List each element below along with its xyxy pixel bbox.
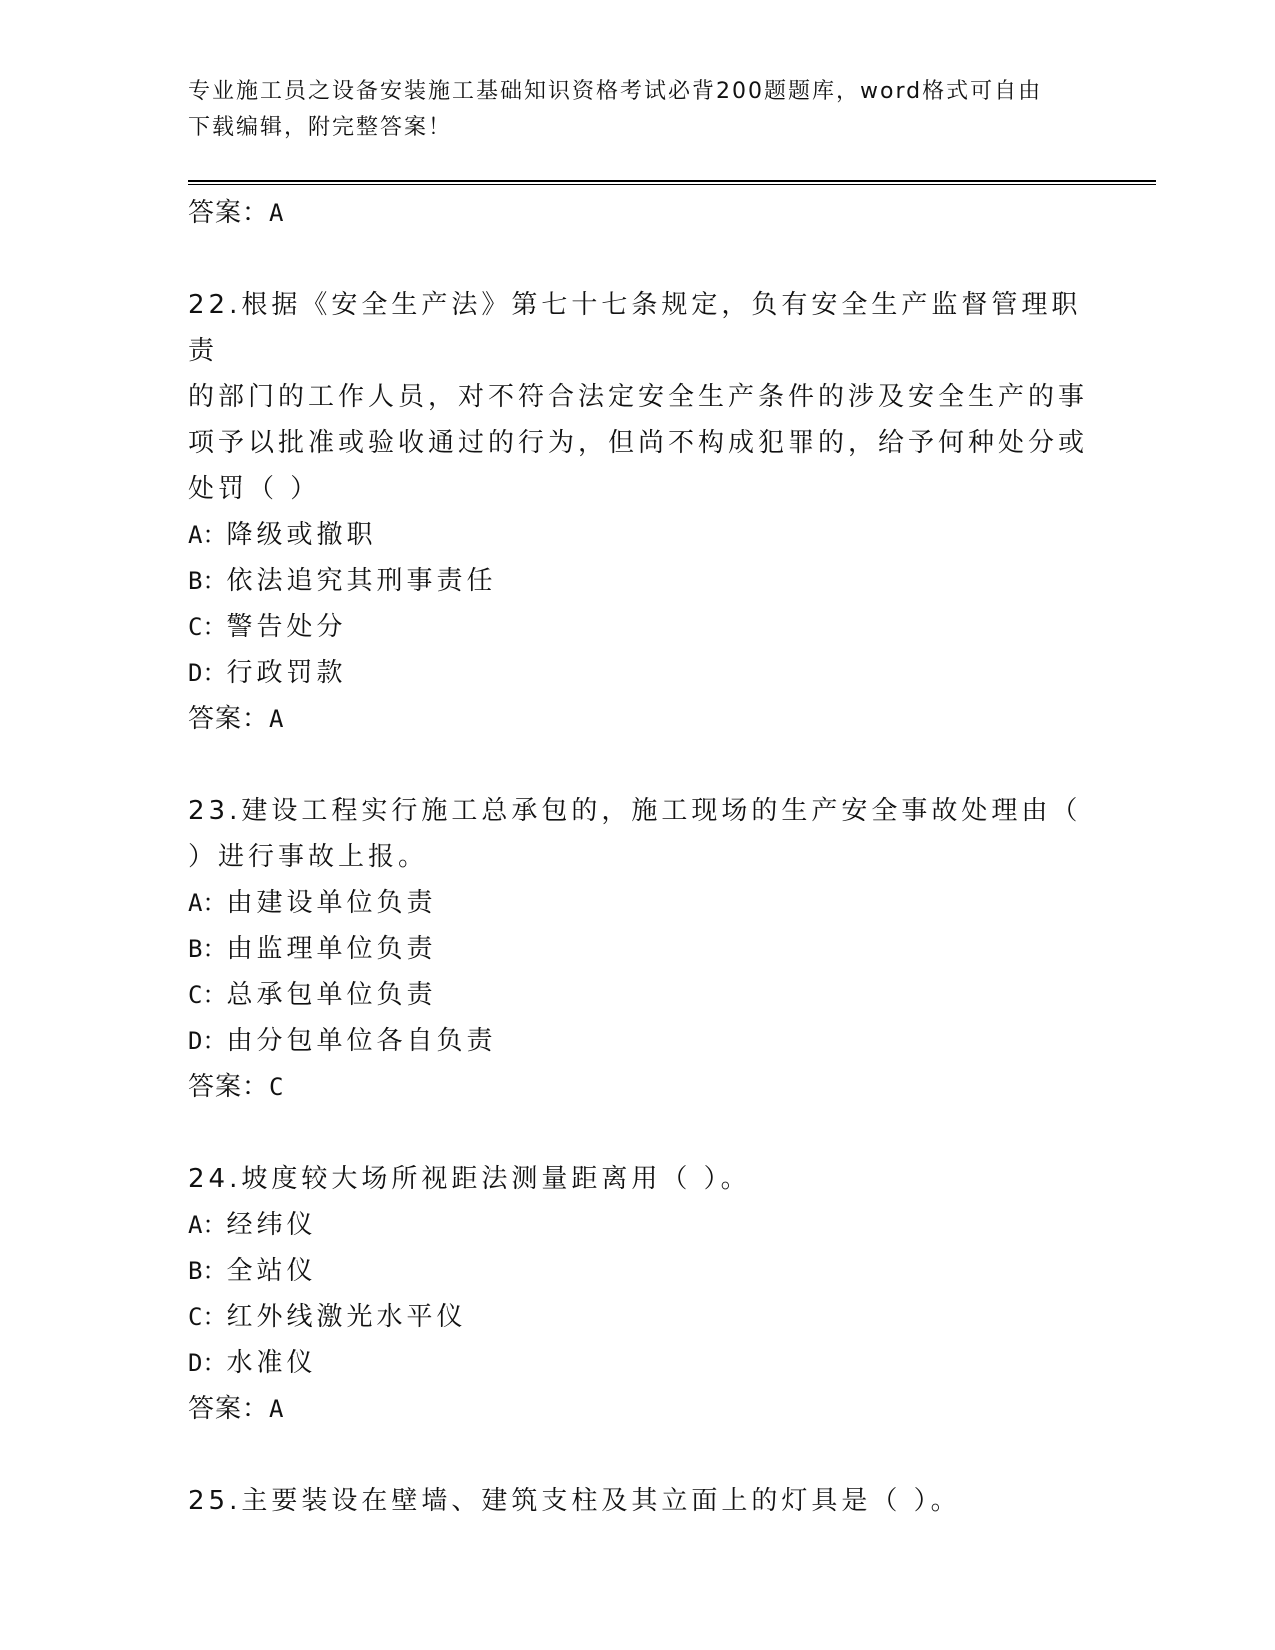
- option-text: 红外线激光水平仪: [226, 1302, 467, 1332]
- header-line-2: 下载编辑，附完整答案！: [188, 115, 453, 140]
- question-line: 25.主要装设在壁墙、建筑支柱及其立面上的灯具是（ ）。: [188, 1486, 961, 1516]
- option-key: B：: [188, 567, 227, 595]
- header-rule-thin: [188, 184, 1156, 185]
- option-d: [188, 650, 1088, 696]
- option-text: 经纬仪: [226, 1210, 317, 1240]
- option-text: 全站仪: [226, 1256, 317, 1286]
- option-text: 总承包单位负责: [226, 980, 437, 1010]
- document-body: [188, 190, 1088, 1524]
- answer-label: 答案：: [188, 198, 270, 228]
- question-line: 23.建设工程实行施工总承包的，施工现场的生产安全事故处理由（: [188, 796, 1082, 826]
- answer-line: [188, 1386, 1088, 1432]
- answer-label: 答案：: [188, 1394, 270, 1424]
- option-key: A：: [188, 1211, 227, 1239]
- option-text: 由建设单位负责: [226, 888, 437, 918]
- option-a: [188, 512, 1088, 558]
- answer-line: [188, 696, 1088, 742]
- option-d: [188, 1018, 1088, 1064]
- question-line: 24.坡度较大场所视距法测量距离用（ ）。: [188, 1164, 751, 1194]
- question-line: 的部门的工作人员，对不符合法定安全生产条件的涉及安全生产的事: [188, 382, 1089, 412]
- option-c: [188, 972, 1088, 1018]
- question-line: 处罚（ ）: [188, 474, 321, 504]
- option-text: 水准仪: [226, 1348, 317, 1378]
- option-a: [188, 880, 1088, 926]
- question-line: 22.根据《安全生产法》第七十七条规定，负有安全生产监督管理职责: [188, 290, 1082, 366]
- header-rule-thick: [188, 180, 1156, 182]
- option-text: 依法追究其刑事责任: [226, 566, 497, 596]
- option-text: 警告处分: [226, 612, 347, 642]
- option-key: C：: [188, 981, 227, 1009]
- question-line: ）进行事故上报。: [188, 842, 429, 872]
- option-text: 由分包单位各自负责: [226, 1026, 497, 1056]
- answer-value: A: [269, 1395, 285, 1423]
- option-key: B：: [188, 935, 227, 963]
- option-text: 由监理单位负责: [226, 934, 437, 964]
- option-key: B：: [188, 1257, 227, 1285]
- option-b: [188, 558, 1088, 604]
- header-line-1: 专业施工员之设备安装施工基础知识资格考试必背200题题库，word格式可自由: [188, 79, 1043, 104]
- option-text: 降级或撤职: [226, 520, 377, 550]
- answer-label: 答案：: [188, 1072, 270, 1102]
- question-25: [188, 1478, 1088, 1524]
- option-key: C：: [188, 613, 227, 641]
- option-text: 行政罚款: [226, 658, 347, 688]
- answer-value: A: [269, 705, 285, 733]
- option-key: C：: [188, 1303, 227, 1331]
- option-c: [188, 1294, 1088, 1340]
- option-key: D：: [188, 1349, 227, 1377]
- question-24: [188, 1156, 1088, 1432]
- question-23: [188, 788, 1088, 1110]
- answer-value: C: [269, 1073, 285, 1101]
- option-c: [188, 604, 1088, 650]
- option-key: A：: [188, 521, 227, 549]
- question-22: [188, 282, 1088, 742]
- answer-line-21: [188, 190, 1088, 236]
- option-b: [188, 926, 1088, 972]
- option-key: D：: [188, 659, 227, 687]
- question-line: 项予以批准或验收通过的行为，但尚不构成犯罪的，给予何种处分或: [188, 428, 1089, 458]
- answer-label: 答案：: [188, 704, 270, 734]
- answer-line: [188, 1064, 1088, 1110]
- option-b: [188, 1248, 1088, 1294]
- option-a: [188, 1202, 1088, 1248]
- option-key: A：: [188, 889, 227, 917]
- answer-value: A: [269, 199, 285, 227]
- option-d: [188, 1340, 1088, 1386]
- option-key: D：: [188, 1027, 227, 1055]
- document-header: [188, 74, 1088, 146]
